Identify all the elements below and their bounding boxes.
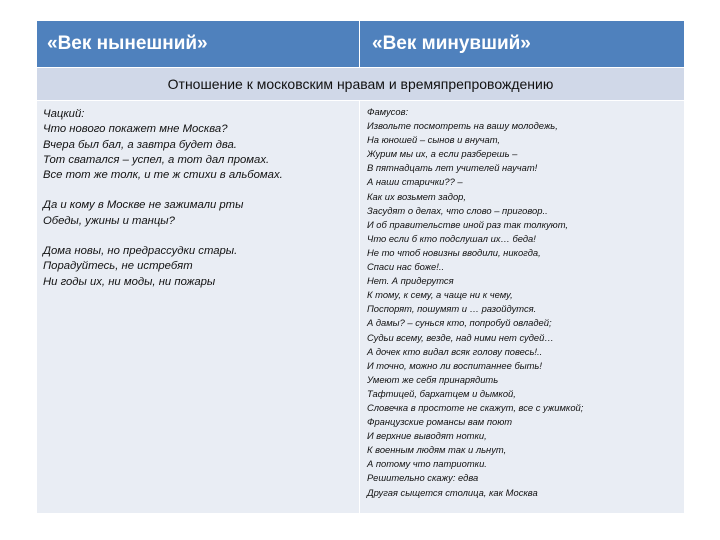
quote-line: Судьи всему, везде, над ними нет судей… xyxy=(367,331,554,343)
quote-line: Что если б кто подслушал их… беда! xyxy=(367,232,536,244)
quote-line: Тот сватался – успел, а тот дал промах. xyxy=(43,153,270,166)
quote-line: Извольте посмотреть на вашу молодежь, xyxy=(367,120,558,132)
quote-line: Поспорят, пошумят и … разойдутся. xyxy=(367,303,537,315)
quote-line: Как их возьмет задор, xyxy=(367,190,466,202)
section-title: Отношение к московским нравам и времяпрепровождению xyxy=(37,67,684,100)
speaker-chatsky: Чацкий: xyxy=(43,108,85,120)
quote-block-3 xyxy=(43,244,359,290)
famusov-quote-cell xyxy=(360,101,684,513)
comparison-table xyxy=(37,21,684,513)
quote-line: Журим мы их, а если разберешь – xyxy=(367,148,518,160)
quote-line: Обеды, ужины и танцы? xyxy=(43,214,175,227)
header-present-century: «Век нынешний» xyxy=(37,21,360,67)
quote-line: Все тот же толк, и те ж стихи в альбомах. xyxy=(43,169,283,182)
quote-line: А дочек кто видал всяк голову повесь!.. xyxy=(367,345,543,357)
quote-line: Решительно скажу: едва xyxy=(367,472,479,484)
quote-line: И верхние выводят нотки, xyxy=(367,430,487,442)
quote-line: В пятнадцать лет учителей научат! xyxy=(367,162,538,174)
quote-line: Порадуйтесь, не истребят xyxy=(43,260,193,273)
quote-line: Тафтицей, бархатцем и дымкой, xyxy=(367,387,516,399)
quote-line: К военным людям так и льнут, xyxy=(367,444,507,456)
quote-line: На юношей – сынов и внучат, xyxy=(367,134,501,146)
quote-line: А наши старички?? – xyxy=(367,176,463,188)
quote-line: Нет. А придерутся xyxy=(367,275,454,287)
quote-line: Да и кому в Москве не зажимали рты xyxy=(43,199,244,212)
quote-block-1 xyxy=(43,122,359,183)
table-body-row xyxy=(37,100,684,513)
quote-line: Дома новы, но предрассудки стары. xyxy=(43,245,238,258)
quote-line: Спаси нас боже!.. xyxy=(367,261,445,273)
quote-block-2 xyxy=(43,198,359,229)
quote-line: Засудят о делах, что слово – приговор.. xyxy=(367,204,548,216)
quote-line: Не то чтоб новизны вводили, никогда, xyxy=(367,246,541,258)
famusov-quote-lines xyxy=(367,119,684,500)
quote-line: И об правительстве иной раз так толкуют, xyxy=(367,218,569,230)
quote-line: А дамы? – сунься кто, попробуй овладей; xyxy=(367,317,552,329)
table-header-row xyxy=(37,21,684,67)
quote-line: А потому что патриотки. xyxy=(367,458,487,470)
quote-line: И точно, можно ли воспитаннее быть! xyxy=(367,359,542,371)
chatsky-quote-cell xyxy=(37,101,360,513)
header-past-century: «Век минувший» xyxy=(372,33,531,54)
quote-line: Умеют же себя принарядить xyxy=(367,373,499,385)
quote-line: Что нового покажет мне Москва? xyxy=(43,123,228,136)
speaker-famusov: Фамусов: xyxy=(367,106,409,117)
quote-line: Словечка в простоте не скажут, все с ужимкой; xyxy=(367,401,584,413)
quote-line: Ни годы их, ни моды, ни пожары xyxy=(43,275,216,288)
quote-line: Французские романсы вам поют xyxy=(367,416,513,428)
quote-line: Вчера был бал, а завтра будет два. xyxy=(43,138,237,151)
quote-line: Другая сыщется столица, как Москва xyxy=(367,486,538,498)
quote-line: К тому, к сему, а чаще ни к чему, xyxy=(367,289,513,301)
